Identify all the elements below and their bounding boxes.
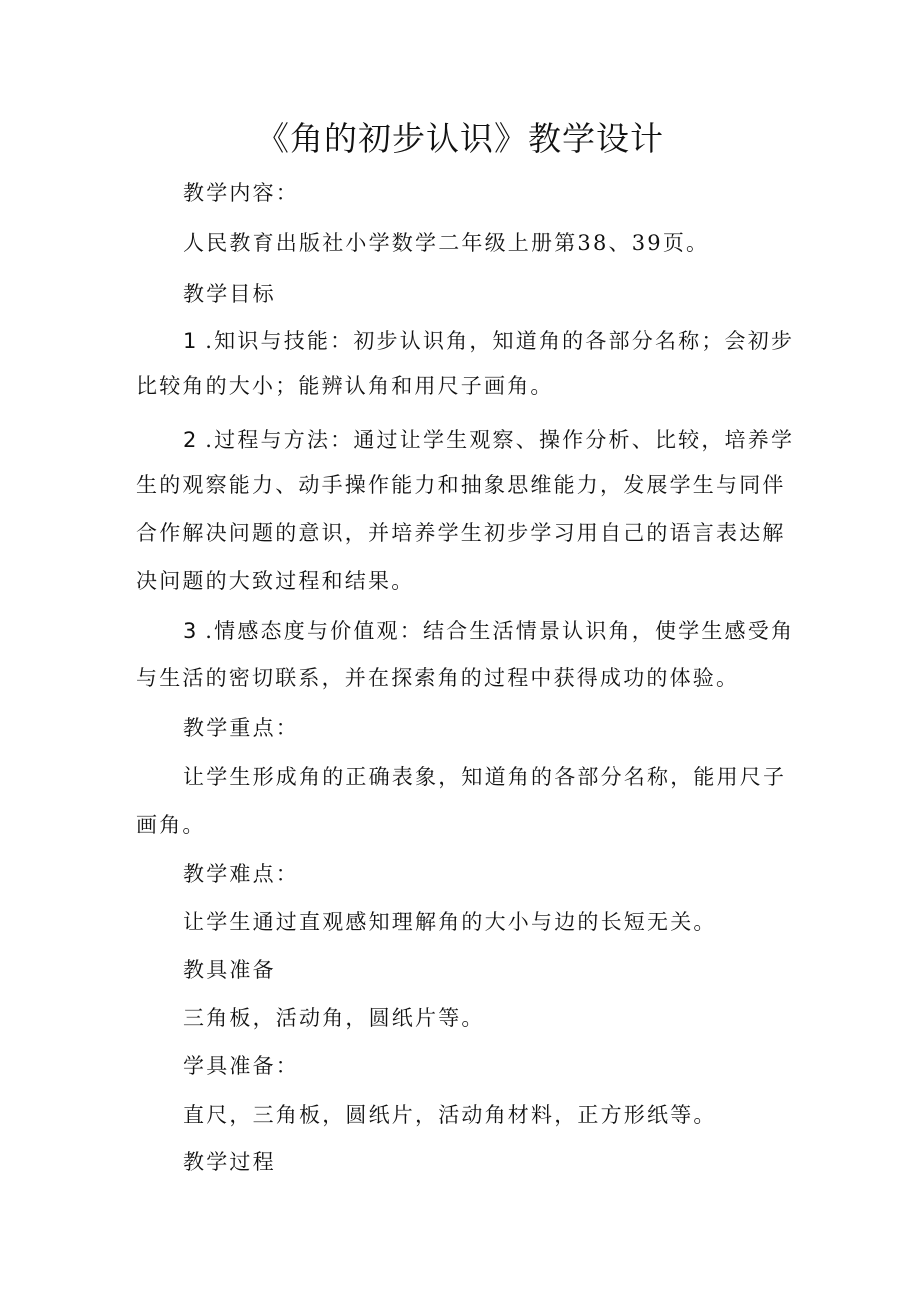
objective-2-text: .过程与方法：通过让学生观察、操作分析、比较，培养学: [205, 428, 795, 452]
objective-1-text: .知识与技能：初步认识角，知道角的各部分名称；会初步: [205, 329, 795, 353]
difficulty-text: 让学生通过直观感知理解角的大小与边的长短无关。: [183, 910, 717, 934]
objective-3-number: 3: [183, 619, 197, 643]
objective-2-line-3: 合作解决问题的意识，并培养学生初步学习用自己的语言表达解: [136, 521, 786, 545]
teacher-tools-text: 三角板，活动角，圆纸片等。: [183, 1006, 485, 1030]
document-title: 《角的初步认识》教学设计: [256, 119, 664, 158]
objective-1-line-1: [183, 326, 843, 356]
key-points-line-2: 画角。: [136, 813, 206, 837]
objective-1-number: 1: [183, 329, 197, 353]
key-points-heading: 教学重点：: [183, 716, 299, 740]
objective-2-line-4: 决问题的大致过程和结果。: [136, 569, 415, 593]
objective-3-line-2: 与生活的密切联系，并在探索角的过程中获得成功的体验。: [136, 666, 740, 690]
objective-2-number: 2: [183, 428, 197, 452]
student-tools-text: 直尺，三角板，圆纸片，活动角材料，正方形纸等。: [183, 1103, 717, 1127]
objectives-heading: 教学目标: [183, 282, 276, 306]
objective-2-line-2: 生的观察能力、动手操作能力和抽象思维能力，发展学生与同伴: [136, 473, 786, 497]
difficulty-heading: 教学难点：: [183, 862, 299, 886]
process-heading: 教学过程: [183, 1150, 276, 1174]
objective-3-line-1: [183, 616, 843, 646]
content-text: 人民教育出版社小学数学二年级上册第38、39页。: [183, 231, 710, 255]
key-points-line-1: 让学生形成角的正确表象，知道角的各部分名称，能用尺子: [183, 765, 787, 789]
objective-2-line-1: [183, 425, 843, 455]
objective-3-text: .情感态度与价值观：结合生活情景认识角，使学生感受角: [205, 619, 795, 643]
teacher-tools-heading: 教具准备: [183, 958, 276, 982]
objective-1-line-2: 比较角的大小；能辨认角和用尺子画角。: [136, 374, 554, 398]
student-tools-heading: 学具准备：: [183, 1054, 299, 1078]
content-heading: 教学内容：: [183, 181, 299, 205]
